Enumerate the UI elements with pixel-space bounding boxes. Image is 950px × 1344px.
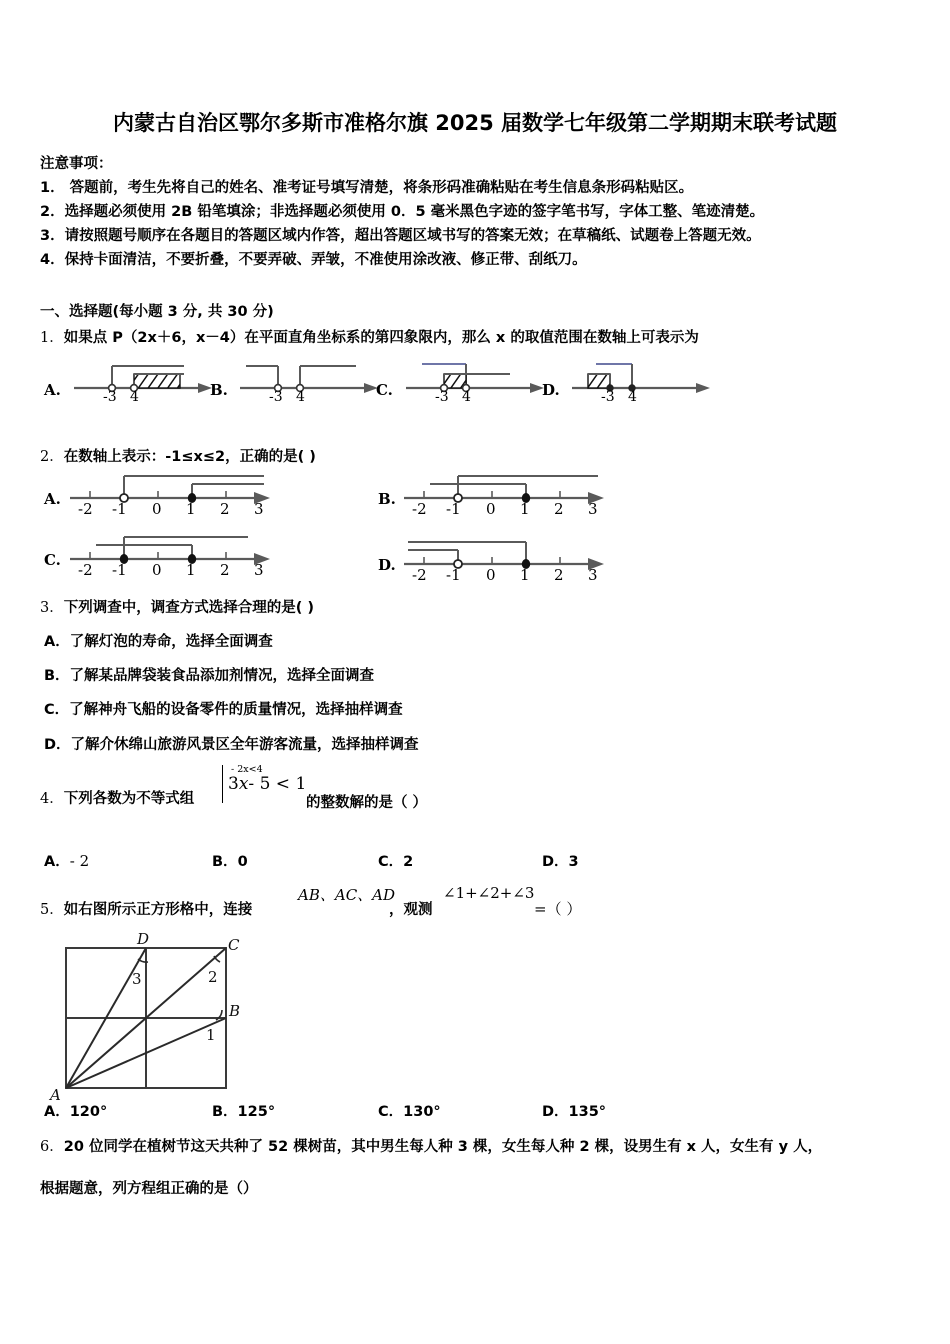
question-5-figure bbox=[48, 930, 268, 1102]
question-4-option-a-letter: A． bbox=[44, 854, 70, 870]
question-5-option-c[interactable]: C．130° bbox=[378, 1104, 441, 1120]
question-4-option-a[interactable] bbox=[44, 850, 89, 871]
figure-label-3: 3 bbox=[132, 970, 142, 988]
figure-label-1: 1 bbox=[206, 1026, 216, 1044]
question-1-number: 1． bbox=[40, 330, 64, 346]
question-4-option-d-value: 3 bbox=[568, 854, 579, 870]
question-5-option-a[interactable]: A．120° bbox=[44, 1104, 108, 1120]
figure-label-C: C bbox=[228, 936, 240, 954]
question-2-text: 在数轴上表示：-1≤x≤2，正确的是( ) bbox=[63, 449, 316, 465]
question-3-stem bbox=[40, 596, 314, 617]
question-5-stem-mid: ，观测 bbox=[389, 902, 433, 918]
question-4-option-b-value: 0 bbox=[237, 854, 248, 870]
question-2-option-b-tick-minus2: -2 bbox=[412, 500, 427, 518]
question-1-option-c-numberline[interactable] bbox=[404, 356, 549, 404]
question-2-option-d-tick-2: 2 bbox=[554, 566, 564, 584]
question-1-option-d-numberline[interactable] bbox=[570, 356, 715, 404]
question-1-option-a-tick-minus3: -3 bbox=[103, 389, 117, 405]
section-heading: 一、选择题(每小题 3 分, 共 30 分) bbox=[40, 304, 274, 320]
question-3-number: 3． bbox=[40, 600, 64, 616]
question-5-stem-after: =（ ） bbox=[534, 900, 582, 918]
notice-line-1: 1． 答题前，考生先将自己的姓名、准考证号填写清楚，将条形码准确粘贴在考生信息条形码粘贴区。 bbox=[40, 180, 694, 196]
question-2-option-c-tick-0: 0 bbox=[152, 561, 162, 579]
question-2-option-b-tick-3: 3 bbox=[588, 500, 598, 518]
question-1-option-d-tick-4: 4 bbox=[628, 389, 637, 405]
page-title: 内蒙古自治区鄂尔多斯市准格尔旗 2025 届数学七年级第二学期期末联考试题 bbox=[112, 111, 838, 135]
question-2-option-a-tick-1: 1 bbox=[186, 500, 196, 518]
question-2-option-a-tick-minus2: -2 bbox=[78, 500, 93, 518]
question-6-stem-line2: 根据题意，列方程组正确的是（） bbox=[40, 1181, 258, 1197]
question-2-option-d-tick-minus1: -1 bbox=[446, 566, 461, 584]
question-4-option-c-value: 2 bbox=[403, 854, 414, 870]
question-2-option-c-tick-2: 2 bbox=[220, 561, 230, 579]
figure-label-B: B bbox=[229, 1002, 241, 1020]
question-2-option-d-tick-minus2: -2 bbox=[412, 566, 427, 584]
question-1-option-c-letter[interactable]: C. bbox=[376, 381, 393, 399]
question-2-option-a-tick-0: 0 bbox=[152, 500, 162, 518]
question-3-option-d[interactable]: D．了解介休绵山旅游风景区全年游客流量，选择抽样调查 bbox=[44, 737, 419, 753]
system-inequality-top: - 2x<4 bbox=[231, 764, 263, 775]
question-1-option-b-tick-minus3: -3 bbox=[269, 389, 283, 405]
question-6-number: 6． bbox=[40, 1139, 64, 1155]
system-var: x bbox=[238, 774, 249, 794]
question-2-option-b-tick-minus1: -1 bbox=[446, 500, 461, 518]
question-4-option-c-letter: C． bbox=[378, 854, 404, 870]
question-2-option-b-tick-2: 2 bbox=[554, 500, 564, 518]
question-1-option-a-tick-4: 4 bbox=[130, 389, 139, 405]
question-2-option-d-letter[interactable]: D. bbox=[378, 556, 396, 574]
figure-label-D: D bbox=[137, 930, 150, 948]
question-5-option-d[interactable]: D．135° bbox=[542, 1104, 607, 1120]
question-1-option-b-letter[interactable]: B. bbox=[210, 381, 228, 399]
notice-heading: 注意事项： bbox=[40, 156, 113, 172]
question-1-option-a-letter[interactable]: A. bbox=[44, 381, 61, 399]
question-2-stem bbox=[40, 445, 316, 466]
figure-label-2: 2 bbox=[208, 968, 218, 986]
question-2-option-d-tick-0: 0 bbox=[486, 566, 496, 584]
question-2-option-c-letter[interactable]: C. bbox=[44, 551, 61, 569]
question-2-option-d-tick-1: 1 bbox=[520, 566, 530, 584]
question-1-option-c-tick-minus3: -3 bbox=[435, 389, 449, 405]
question-2-option-a-letter[interactable]: A. bbox=[44, 490, 61, 508]
system-rest: - 5 < 1 bbox=[248, 774, 307, 794]
question-4-option-a-value: - 2 bbox=[69, 852, 90, 870]
system-brace bbox=[222, 765, 223, 803]
question-1-option-d-tick-minus3: -3 bbox=[601, 389, 615, 405]
question-4-option-d-letter: D． bbox=[542, 854, 569, 870]
question-2-option-c-tick-1: 1 bbox=[186, 561, 196, 579]
question-4-number: 4． bbox=[40, 791, 64, 807]
question-6-text-line1: 20 位同学在植树节这天共种了 52 棵树苗，其中男生每人种 3 棵，女生每人种 2 棵，设男生有 x 人，女生有 y 人， bbox=[63, 1139, 823, 1155]
question-3-option-a[interactable]: A．了解灯泡的寿命，选择全面调查 bbox=[44, 634, 273, 650]
question-5-text-before: 如右图所示正方形格中，连接 bbox=[63, 902, 253, 918]
question-2-option-a-tick-3: 3 bbox=[254, 500, 264, 518]
question-1-option-c-tick-4: 4 bbox=[462, 389, 471, 405]
notice-line-3: 3．请按照题号顺序在各题目的答题区域内作答，超出答题区域书写的答案无效；在草稿纸、试题卷上答题无效。 bbox=[40, 228, 761, 244]
question-4-stem-before bbox=[40, 787, 194, 808]
figure-label-A: A bbox=[50, 1086, 61, 1102]
system-inequality-bottom bbox=[228, 774, 306, 794]
question-2-option-c-tick-3: 3 bbox=[254, 561, 264, 579]
system-coef: 3 bbox=[228, 774, 239, 794]
question-5-stem-before bbox=[40, 898, 252, 919]
question-1-option-b-tick-4: 4 bbox=[296, 389, 305, 405]
question-6-stem-line1 bbox=[40, 1135, 822, 1156]
question-4-option-b-letter: B． bbox=[212, 854, 238, 870]
question-3-option-b[interactable]: B．了解某品牌袋装食品添加剂情况，选择全面调查 bbox=[44, 668, 375, 684]
question-1-option-b-numberline[interactable] bbox=[238, 356, 383, 404]
question-1-text: 如果点 P（2x＋6，x－4）在平面直角坐标系的第四象限内，那么 x 的取值范围在数轴上可表示为 bbox=[63, 330, 699, 346]
question-2-option-d-tick-3: 3 bbox=[588, 566, 598, 584]
question-1-stem bbox=[40, 326, 699, 347]
question-5-option-b[interactable]: B．125° bbox=[212, 1104, 276, 1120]
question-5-segments: AB、AC、AD bbox=[298, 886, 396, 904]
question-1-option-a-numberline[interactable] bbox=[72, 356, 217, 404]
question-4-option-b[interactable] bbox=[212, 850, 248, 871]
notice-block bbox=[40, 152, 920, 274]
question-1-option-d-letter[interactable]: D. bbox=[542, 381, 560, 399]
question-4-option-c[interactable] bbox=[378, 850, 413, 871]
question-5-number: 5． bbox=[40, 902, 64, 918]
question-3-text: 下列调查中，调查方式选择合理的是( ) bbox=[63, 600, 315, 616]
question-5-angles: ∠1+∠2+∠3 bbox=[443, 884, 535, 902]
question-2-option-c-tick-minus1: -1 bbox=[112, 561, 127, 579]
question-2-option-a-tick-minus1: -1 bbox=[112, 500, 127, 518]
question-2-option-a-tick-2: 2 bbox=[220, 500, 230, 518]
question-2-option-c-tick-minus2: -2 bbox=[78, 561, 93, 579]
notice-line-4: 4．保持卡面清洁，不要折叠，不要弄破、弄皱，不准使用涂改液、修正带、刮纸刀。 bbox=[40, 252, 587, 268]
question-4-option-d[interactable] bbox=[542, 850, 579, 871]
question-2-option-b-tick-0: 0 bbox=[486, 500, 496, 518]
question-4-inequality-system bbox=[222, 765, 317, 807]
question-2-number: 2． bbox=[40, 449, 64, 465]
notice-line-2: 2．选择题必须使用 2B 铅笔填涂；非选择题必须使用 0．5 毫米黑色字迹的签字笔书写，字体工整、笔迹清楚。 bbox=[40, 204, 765, 220]
question-4-text-before: 下列各数为不等式组 bbox=[63, 791, 195, 807]
question-2-option-b-letter[interactable]: B. bbox=[378, 490, 396, 508]
question-2-option-b-tick-1: 1 bbox=[520, 500, 530, 518]
question-4-stem-after: 的整数解的是（ ） bbox=[306, 795, 428, 811]
question-3-option-c[interactable]: C．了解神舟飞船的设备零件的质量情况，选择抽样调查 bbox=[44, 702, 403, 718]
